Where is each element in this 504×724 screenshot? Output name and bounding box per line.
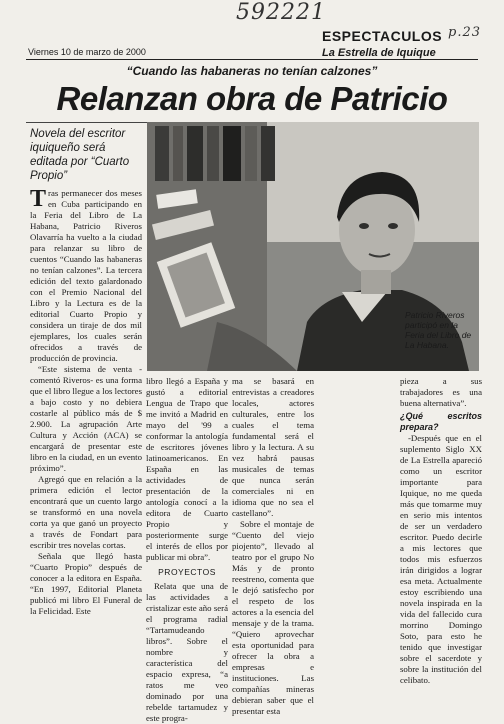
paragraph-text: ras permanecer dos meses en Cuba participando en la Feria del Libro de La Habana, Patricio Riveros Olavarría ha vuelto a la ciudad para relanzar su libro de cuentos “Cuando las habaneras no tenían calzones”. La tercera edición del texto galardonado con el Premio Nacional del Libro y la Lectura es de la editorial Cuarto Propio y considera un tiraje de dos mil ejemplares, los cuales serán ofrecidos a través de producción de provincia. — [30, 188, 142, 363]
issue-date: Viernes 10 de marzo de 2000 — [28, 47, 146, 57]
article-column-2 — [146, 376, 228, 724]
photo-caption: Patricio Riveros participó en la Feria del Libro de La Habana. — [405, 310, 472, 350]
article-column-4 — [400, 376, 482, 686]
paragraph: Sobre el montaje de “Cuento del viejo piojento”, llevado al teatro por el grupo No Más y de pronto reestreno, comenta que le dejó satisfecho por el respeto de los actores a la esencia del mensaje y de la trama. “Quiero aprovechar esta oportunidad para ofrecer la obra a empresas e instituciones. Las compañías mineras debieran saber que el presentar esta — [232, 519, 314, 716]
article-column-3 — [232, 376, 314, 717]
paragraph: pieza a sus trabajadores es una buena alternativa”. — [400, 376, 482, 408]
article-headline: Relanzan obra de Patricio — [56, 80, 448, 117]
article-kicker: “Cuando las habaneras no tenían calzones” — [126, 64, 378, 78]
paragraph: -Después que en el suplemento Siglo XX de La Estrella apareció como un escritor importante para Iquique, no me queda más que tomarme muy en serio mis intentos de ser un verdadero escritor. Puedo decirle a mis lectores que todos mis esfuerzos irán dirigidos a lograr esa meta. Actualmente estoy escribiendo una novela inspirada en la vida del fallecido cura morrino Domingo Soto, para esto he tenido que investigar sobre el sacerdote y sobre la institución del celibato. — [400, 433, 482, 685]
clipping-page-mark: p.23 — [448, 25, 481, 40]
article-column-1 — [30, 188, 142, 617]
paragraph: Señala que llegó hasta “Cuarto Propio” después de conocer a la editora en España. “En 1997, Editorial Planeta publicó mi libro El Funeral de la Felicidad. Este — [30, 551, 142, 616]
paragraph: Relata que una de las actividades a cristalizar este año será el programa radial “Tartamudeando libros”. Sobre el nombre y característica del espacio expresa, “a ratos me veo dominado por una rebelde tartamudez y este progra- — [146, 581, 228, 723]
paragraph: ma se basará en entrevistas a creadores locales, actores culturales, entre los cuales el tema fundamental será el libro y la lectura. A su vez habrá pausas musicales de temas que nunca serán comerciales ni en idioma que no sea el castellano”. — [232, 376, 314, 518]
paragraph: “Este sistema de venta -comentó Riveros- es una forma que el libro llegue a los lectores a bajo costo y no debiera costarle al público más de $ 2.900. La agrupación Arte Cultura y Acción (ACA) se encargará de presentar este libro en la ciudad, en un evento próximo”. — [30, 364, 142, 473]
interview-question: ¿Qué escritos prepara? — [400, 411, 482, 432]
section-name: ESPECTACULOS — [322, 28, 443, 44]
clipping-reference-number: 592221 — [236, 0, 326, 25]
drop-cap: T — [30, 186, 47, 212]
subsection-title: PROYECTOS — [158, 567, 216, 577]
paragraph — [30, 188, 142, 364]
header-rule — [26, 59, 478, 60]
paragraph: Agregó que en relación a la primera edición el lector encontrará que un cuento largo se transformó en una novela corta ya que ganó un proyecto a través de Fondart para escribir tres novelas cortas. — [30, 474, 142, 550]
article-subhead: Novela del escritor iquiqueño será editada por “Cuarto Propio” — [30, 128, 130, 182]
newspaper-name: La Estrella de Iquique — [322, 47, 436, 59]
paragraph: libro llegó a España y gustó a editorial Lengua de Trapo que me invitó a Madrid en mayo del '99 a conformar la antología de escritores jóvenes latinoamericanos. En España en las actividades de presentación de la antología conocí a la editora de Cuarto Propio y posteriormente surge el interés de ellos por publicar mi obra”. — [146, 376, 228, 562]
